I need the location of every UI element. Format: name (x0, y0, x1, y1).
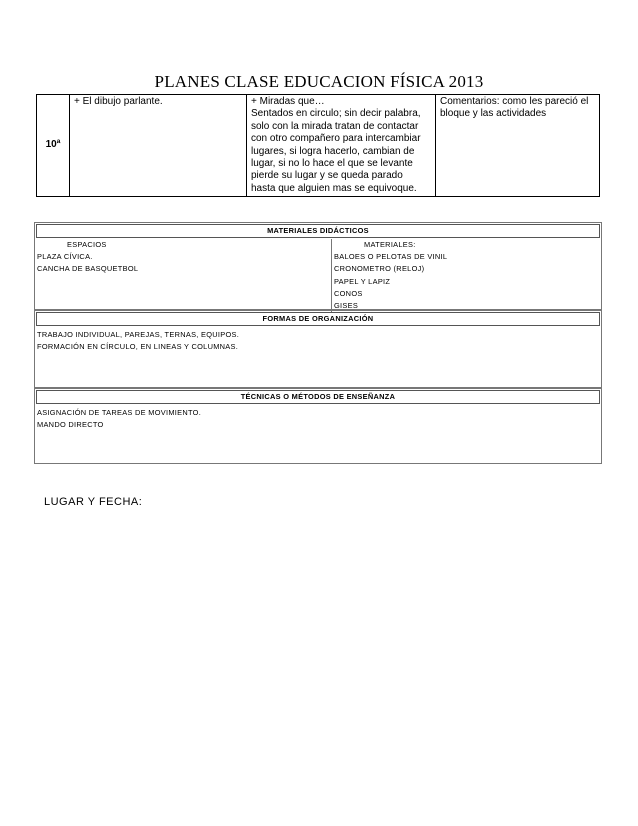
session-number: 10ª (37, 95, 70, 197)
activity-comments (436, 95, 600, 197)
comments-line: Comentarios: como les pareció el (440, 96, 589, 107)
materiales-columns (35, 239, 601, 312)
organizacion-line: FORMACIÓN EN CÍRCULO, EN LINEAS Y COLUMNAS. (37, 342, 239, 352)
material-item: GISES (334, 301, 359, 311)
organizacion-section (34, 310, 602, 388)
comments-line: bloque y las actividades (440, 108, 547, 120)
organizacion-header: FORMAS DE ORGANIZACIÓN (36, 312, 600, 326)
materiales-header: MATERIALES DIDÁCTICOS (36, 224, 600, 238)
description-line: con otro compañero para intercambiar (251, 133, 421, 145)
material-item: CRONOMETRO (RELOJ) (334, 264, 425, 274)
material-item: BALOES O PELOTAS DE VINIL (334, 252, 448, 262)
activity-name: + El dibujo parlante. (70, 95, 247, 197)
description-line: pierde su lugar y se queda parado (251, 170, 403, 182)
materiales-column (332, 239, 601, 312)
table-row (37, 95, 600, 197)
lugar-fecha-label: LUGAR Y FECHA: (44, 496, 143, 508)
espacios-label: ESPACIOS (67, 240, 107, 249)
page-title: PLANES CLASE EDUCACION FÍSICA 2013 (154, 72, 484, 91)
tecnicas-line: MANDO DIRECTO (37, 420, 104, 430)
description-line: hasta que alguien mas se equivoque. (251, 182, 417, 194)
material-item: CONOS (334, 288, 363, 298)
description-line: lugar, si no lo hace el que se levante (251, 158, 413, 170)
tecnicas-body (35, 405, 601, 431)
espacios-column (35, 239, 332, 312)
tecnicas-line: ASIGNACIÓN DE TAREAS DE MOVIMIENTO. (37, 408, 202, 417)
espacio-item: CANCHA DE BASQUETBOL (37, 264, 139, 274)
tecnicas-header: TÉCNICAS O MÉTODOS DE ENSEÑANZA (36, 390, 600, 404)
materiales-section (34, 222, 602, 310)
activity-table (36, 94, 600, 197)
description-line: solo con la mirada tratan de contactar (251, 120, 419, 132)
activity-description (247, 95, 436, 197)
organizacion-line: TRABAJO INDIVIDUAL, PAREJAS, TERNAS, EQUIPOS. (37, 330, 240, 339)
description-line: Sentados en circulo; sin decir palabra, (251, 108, 421, 120)
espacio-item: PLAZA CÍVICA. (37, 252, 93, 262)
organizacion-body (35, 327, 601, 353)
materiales-label: MATERIALES: (364, 240, 416, 249)
tecnicas-section (34, 388, 602, 464)
description-line: lugares, si logra hacerlo, cambian de (251, 145, 415, 157)
description-line: + Miradas que… (251, 96, 325, 107)
material-item: PAPEL Y LAPIZ (334, 276, 391, 286)
